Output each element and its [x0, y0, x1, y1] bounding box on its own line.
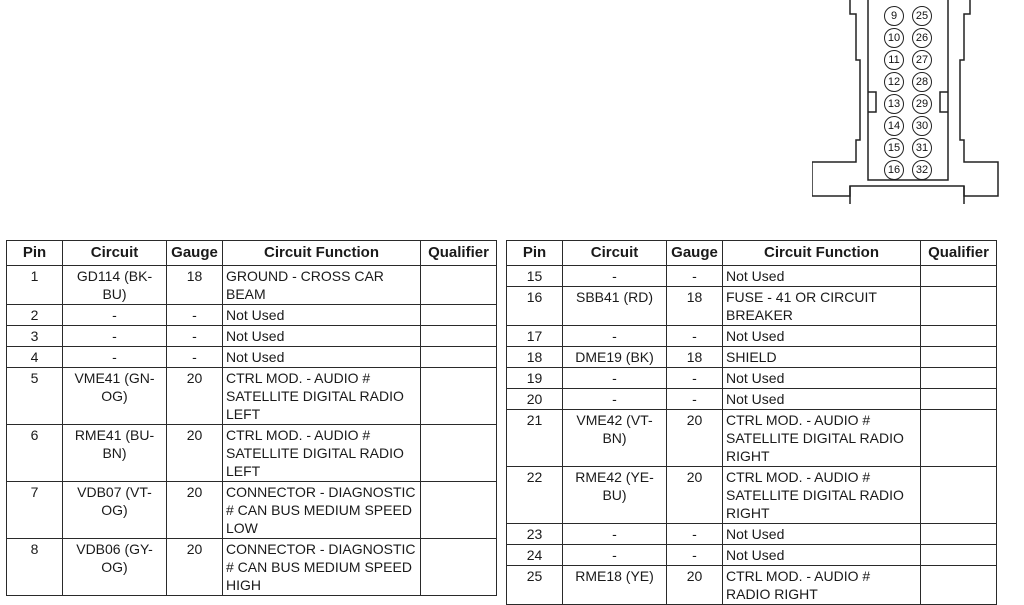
circuit-cell: RME41 (BU-BN) [63, 425, 167, 482]
qualifier-cell [921, 467, 997, 524]
pin-cell: 16 [507, 287, 563, 326]
connector-pin-a: 13 [884, 94, 904, 114]
circuit-cell: RME18 (YE) [563, 566, 667, 605]
connector-pin-b: 28 [912, 72, 932, 92]
header-circuit-function: Circuit Function [723, 241, 921, 266]
circuit-cell: - [63, 305, 167, 326]
table-row [507, 266, 997, 287]
table-row [7, 305, 497, 326]
table-row [507, 368, 997, 389]
pin-cell: 18 [507, 347, 563, 368]
header-pin: Pin [7, 241, 63, 266]
header-circuit: Circuit [63, 241, 167, 266]
qualifier-cell [921, 545, 997, 566]
qualifier-cell [421, 482, 497, 539]
pin-cell: 8 [7, 539, 63, 596]
circuit-cell: VME41 (GN-OG) [63, 368, 167, 425]
pin-cell: 22 [507, 467, 563, 524]
connector-outline [812, 0, 1002, 210]
qualifier-cell [921, 389, 997, 410]
gauge-cell: - [167, 326, 223, 347]
table-row [7, 326, 497, 347]
header-pin: Pin [507, 241, 563, 266]
pin-cell: 5 [7, 368, 63, 425]
connector-pin-b: 31 [912, 138, 932, 158]
circuit-function-cell: Not Used [723, 389, 921, 410]
table-row [7, 425, 497, 482]
circuit-function-cell: CONNECTOR - DIAGNOSTIC # CAN BUS MEDIUM SPEED LOW [223, 482, 421, 539]
pin-cell: 19 [507, 368, 563, 389]
gauge-cell: - [167, 347, 223, 368]
circuit-function-cell: CONNECTOR - DIAGNOSTIC # CAN BUS MEDIUM SPEED HIGH [223, 539, 421, 596]
circuit-function-cell: Not Used [223, 326, 421, 347]
circuit-cell: - [563, 326, 667, 347]
gauge-cell: - [667, 266, 723, 287]
circuit-cell: - [63, 326, 167, 347]
circuit-cell: RME42 (YE-BU) [563, 467, 667, 524]
circuit-function-cell: CTRL MOD. - AUDIO # SATELLITE DIGITAL RADIO LEFT [223, 368, 421, 425]
header-gauge: Gauge [167, 241, 223, 266]
header-circuit-function: Circuit Function [223, 241, 421, 266]
table-row [507, 566, 997, 605]
gauge-cell: - [167, 305, 223, 326]
header-circuit: Circuit [563, 241, 667, 266]
table-row [507, 524, 997, 545]
header-qualifier: Qualifier [421, 241, 497, 266]
pin-cell: 20 [507, 389, 563, 410]
gauge-cell: 18 [667, 287, 723, 326]
connector-pin-b: 29 [912, 94, 932, 114]
connector-pin-a: 12 [884, 72, 904, 92]
pin-cell: 4 [7, 347, 63, 368]
circuit-function-cell: SHIELD [723, 347, 921, 368]
gauge-cell: 20 [667, 566, 723, 605]
connector-pin-b: 32 [912, 160, 932, 180]
qualifier-cell [921, 326, 997, 347]
connector-pin-a: 9 [884, 6, 904, 26]
pin-cell: 3 [7, 326, 63, 347]
gauge-cell: 18 [667, 347, 723, 368]
qualifier-cell [921, 266, 997, 287]
qualifier-cell [921, 287, 997, 326]
header-gauge: Gauge [667, 241, 723, 266]
pinout-table-right [506, 240, 997, 605]
pinout-table-left [6, 240, 497, 596]
circuit-function-cell: CTRL MOD. - AUDIO # RADIO RIGHT [723, 566, 921, 605]
circuit-cell: VDB06 (GY-OG) [63, 539, 167, 596]
table-row [7, 266, 497, 305]
circuit-function-cell: Not Used [723, 545, 921, 566]
connector-pin-a: 11 [884, 50, 904, 70]
connector-pin-a: 16 [884, 160, 904, 180]
pin-cell: 15 [507, 266, 563, 287]
circuit-cell: VME42 (VT-BN) [563, 410, 667, 467]
gauge-cell: - [667, 389, 723, 410]
qualifier-cell [421, 539, 497, 596]
circuit-function-cell: CTRL MOD. - AUDIO # SATELLITE DIGITAL RADIO RIGHT [723, 410, 921, 467]
header-qualifier: Qualifier [921, 241, 997, 266]
circuit-cell: GD114 (BK-BU) [63, 266, 167, 305]
circuit-function-cell: FUSE - 41 OR CIRCUIT BREAKER [723, 287, 921, 326]
table-header-row [7, 241, 497, 266]
circuit-cell: SBB41 (RD) [563, 287, 667, 326]
table-row [507, 326, 997, 347]
circuit-function-cell: CTRL MOD. - AUDIO # SATELLITE DIGITAL RADIO LEFT [223, 425, 421, 482]
qualifier-cell [421, 368, 497, 425]
qualifier-cell [421, 425, 497, 482]
circuit-function-cell: Not Used [723, 524, 921, 545]
gauge-cell: - [667, 326, 723, 347]
qualifier-cell [921, 524, 997, 545]
qualifier-cell [921, 410, 997, 467]
pin-cell: 17 [507, 326, 563, 347]
pin-cell: 21 [507, 410, 563, 467]
connector-pin-b: 26 [912, 28, 932, 48]
circuit-cell: - [563, 545, 667, 566]
qualifier-cell [921, 566, 997, 605]
gauge-cell: 20 [167, 539, 223, 596]
gauge-cell: 20 [167, 482, 223, 539]
connector-pin-a: 10 [884, 28, 904, 48]
pin-cell: 7 [7, 482, 63, 539]
gauge-cell: - [667, 545, 723, 566]
table-row [7, 482, 497, 539]
circuit-function-cell: GROUND - CROSS CAR BEAM [223, 266, 421, 305]
circuit-function-cell: Not Used [723, 266, 921, 287]
pin-cell: 1 [7, 266, 63, 305]
circuit-function-cell: Not Used [223, 347, 421, 368]
pin-cell: 2 [7, 305, 63, 326]
gauge-cell: 18 [167, 266, 223, 305]
table-row [507, 467, 997, 524]
connector-pin-b: 30 [912, 116, 932, 136]
circuit-function-cell: Not Used [723, 368, 921, 389]
gauge-cell: - [667, 524, 723, 545]
qualifier-cell [921, 368, 997, 389]
qualifier-cell [421, 347, 497, 368]
table-row [7, 347, 497, 368]
circuit-cell: - [63, 347, 167, 368]
pin-cell: 24 [507, 545, 563, 566]
qualifier-cell [421, 326, 497, 347]
table-row [7, 539, 497, 596]
circuit-function-cell: Not Used [723, 326, 921, 347]
gauge-cell: - [667, 368, 723, 389]
connector-pin-a: 14 [884, 116, 904, 136]
table-row [7, 368, 497, 425]
circuit-cell: DME19 (BK) [563, 347, 667, 368]
qualifier-cell [421, 266, 497, 305]
table-header-row [507, 241, 997, 266]
circuit-function-cell: Not Used [223, 305, 421, 326]
circuit-cell: - [563, 266, 667, 287]
table-row [507, 287, 997, 326]
table-row [507, 545, 997, 566]
connector-pin-b: 25 [912, 6, 932, 26]
qualifier-cell [421, 305, 497, 326]
table-row [507, 347, 997, 368]
pin-cell: 25 [507, 566, 563, 605]
pin-cell: 23 [507, 524, 563, 545]
gauge-cell: 20 [167, 425, 223, 482]
connector-diagram [812, 0, 1002, 210]
connector-pin-a: 15 [884, 138, 904, 158]
circuit-cell: - [563, 389, 667, 410]
circuit-cell: VDB07 (VT-OG) [63, 482, 167, 539]
qualifier-cell [921, 347, 997, 368]
circuit-function-cell: CTRL MOD. - AUDIO # SATELLITE DIGITAL RADIO RIGHT [723, 467, 921, 524]
gauge-cell: 20 [667, 467, 723, 524]
pin-cell: 6 [7, 425, 63, 482]
connector-pin-b: 27 [912, 50, 932, 70]
gauge-cell: 20 [167, 368, 223, 425]
circuit-cell: - [563, 524, 667, 545]
table-row [507, 389, 997, 410]
gauge-cell: 20 [667, 410, 723, 467]
circuit-cell: - [563, 368, 667, 389]
table-row [507, 410, 997, 467]
